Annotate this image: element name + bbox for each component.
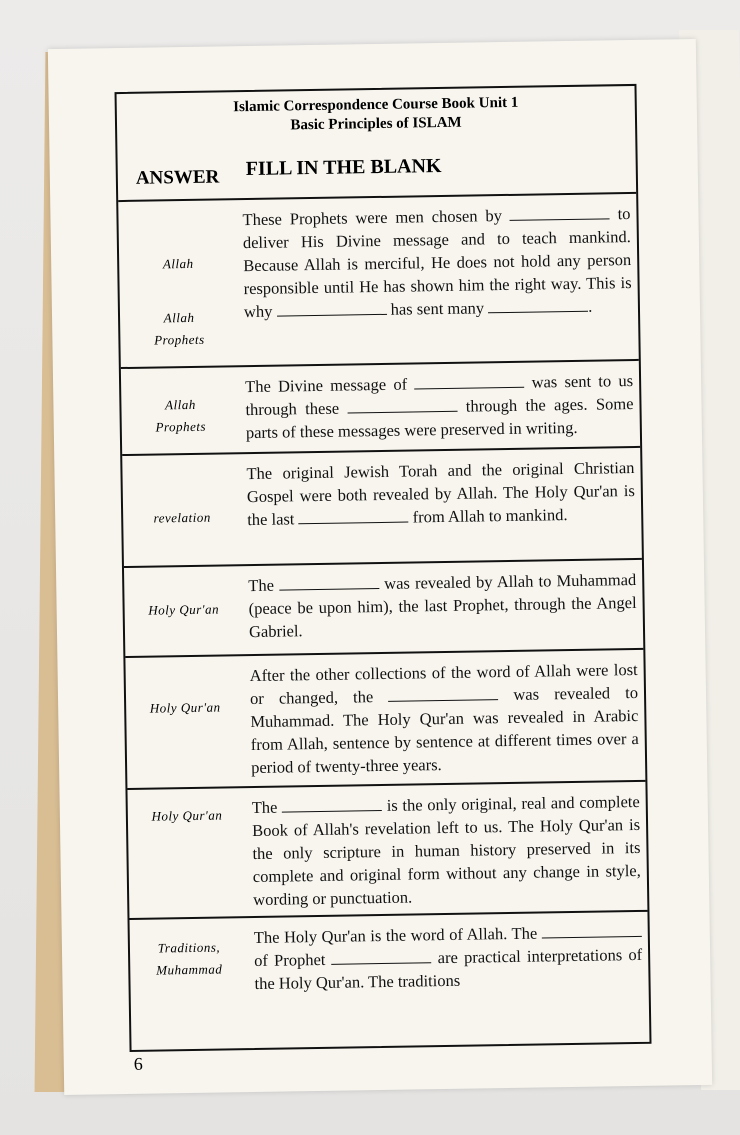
page-header [117, 92, 636, 138]
fill-in-blank [488, 297, 588, 314]
question-fragment: was revealed to Muhammad. The Holy Qur'an was revealed in Arabic from Allah, sentence by sentence at different times over a period of twenty-three years. [250, 682, 639, 778]
fill-in-blank [298, 508, 408, 525]
fill-in-blank [279, 574, 379, 591]
answer-key: Traditions, [157, 939, 221, 956]
question-rows [118, 194, 649, 1018]
question-fragment: The original Jewish Torah and the original Christian Gospel were both revealed by Allah. The Holy Qur'an is the last [246, 457, 635, 530]
answer-key: Allah [162, 255, 194, 272]
question-text [254, 920, 643, 995]
question-fragment: to deliver His Divine message and to teach mankind. Because Allah is merciful, He does not hold any person responsible until He has shown him the right way. This is why [242, 204, 632, 322]
question-fragment: is the only original, real and complete Book of Allah's revelation left to us. The Holy Qur'an is the only scripture in human history preserved in its complete and original form without any change in style, wording or punctuation. [251, 791, 641, 910]
question-fragment: The [248, 575, 280, 596]
course-subtitle: Basic Principles of ISLAM [290, 114, 462, 134]
answer-key: Holy Qur'an [151, 807, 223, 824]
answer-key: Prophets [155, 418, 207, 435]
question-text [250, 658, 640, 779]
answer-column-heading: ANSWER [135, 166, 220, 189]
question-text [252, 790, 642, 911]
question-fragment: through the ages. Some parts of these messages were preserved in writing. [245, 393, 634, 443]
answer-key: revelation [153, 509, 211, 526]
question-column-heading: FILL IN THE BLANK [245, 154, 442, 181]
answer-key: Holy Qur'an [148, 601, 220, 618]
answer-key: Allah [164, 396, 196, 413]
question-text [248, 568, 637, 643]
question-fragment: was revealed by Allah to Muhammad (peace be upon him), the last Prophet, through the Angel Gabriel. [248, 569, 637, 642]
fill-in-blank [331, 948, 431, 965]
question-fragment: was sent to us through these [245, 371, 634, 420]
answer-key: Muhammad [156, 961, 223, 978]
answer-key: Prophets [154, 331, 205, 348]
question-row [130, 912, 649, 1018]
question-fragment: of Prophet [254, 949, 332, 971]
question-fragment: The [251, 797, 283, 818]
course-title: Islamic Correspondence Course Book Unit 1 [233, 94, 519, 116]
answer-key: Allah [163, 309, 195, 326]
question-fragment: are practical interpretations of the Holy Qur'an. The traditions [254, 944, 643, 994]
fill-in-blank [388, 685, 498, 702]
question-row [121, 361, 640, 456]
question-row [125, 650, 645, 790]
question-fragment: from Allah to mankind. [408, 505, 568, 527]
question-text [246, 456, 635, 531]
question-row [124, 560, 643, 658]
question-row [118, 194, 639, 369]
worksheet-frame [115, 84, 652, 1052]
question-fragment: After the other collections of the word of Allah were lost or changed, the [249, 659, 638, 709]
fill-in-blank [542, 922, 642, 939]
question-fragment: The Holy Qur'an is the word of Allah. The [253, 923, 542, 948]
fill-in-blank [510, 204, 610, 221]
question-fragment: has sent many [386, 298, 489, 319]
question-row [122, 448, 642, 568]
fill-in-blank [282, 796, 382, 813]
book-page [48, 39, 712, 1095]
question-text [242, 202, 632, 323]
page-number: 6 [133, 1053, 143, 1074]
fill-in-blank [276, 300, 386, 317]
question-fragment: The Divine message of [245, 374, 415, 397]
question-text [245, 369, 634, 444]
answer-key: Holy Qur'an [149, 699, 221, 716]
fill-in-blank [414, 373, 524, 390]
question-fragment: . [588, 296, 593, 316]
question-row [127, 782, 647, 920]
question-fragment: These Prophets were men chosen by [242, 205, 510, 230]
fill-in-blank [347, 397, 457, 414]
